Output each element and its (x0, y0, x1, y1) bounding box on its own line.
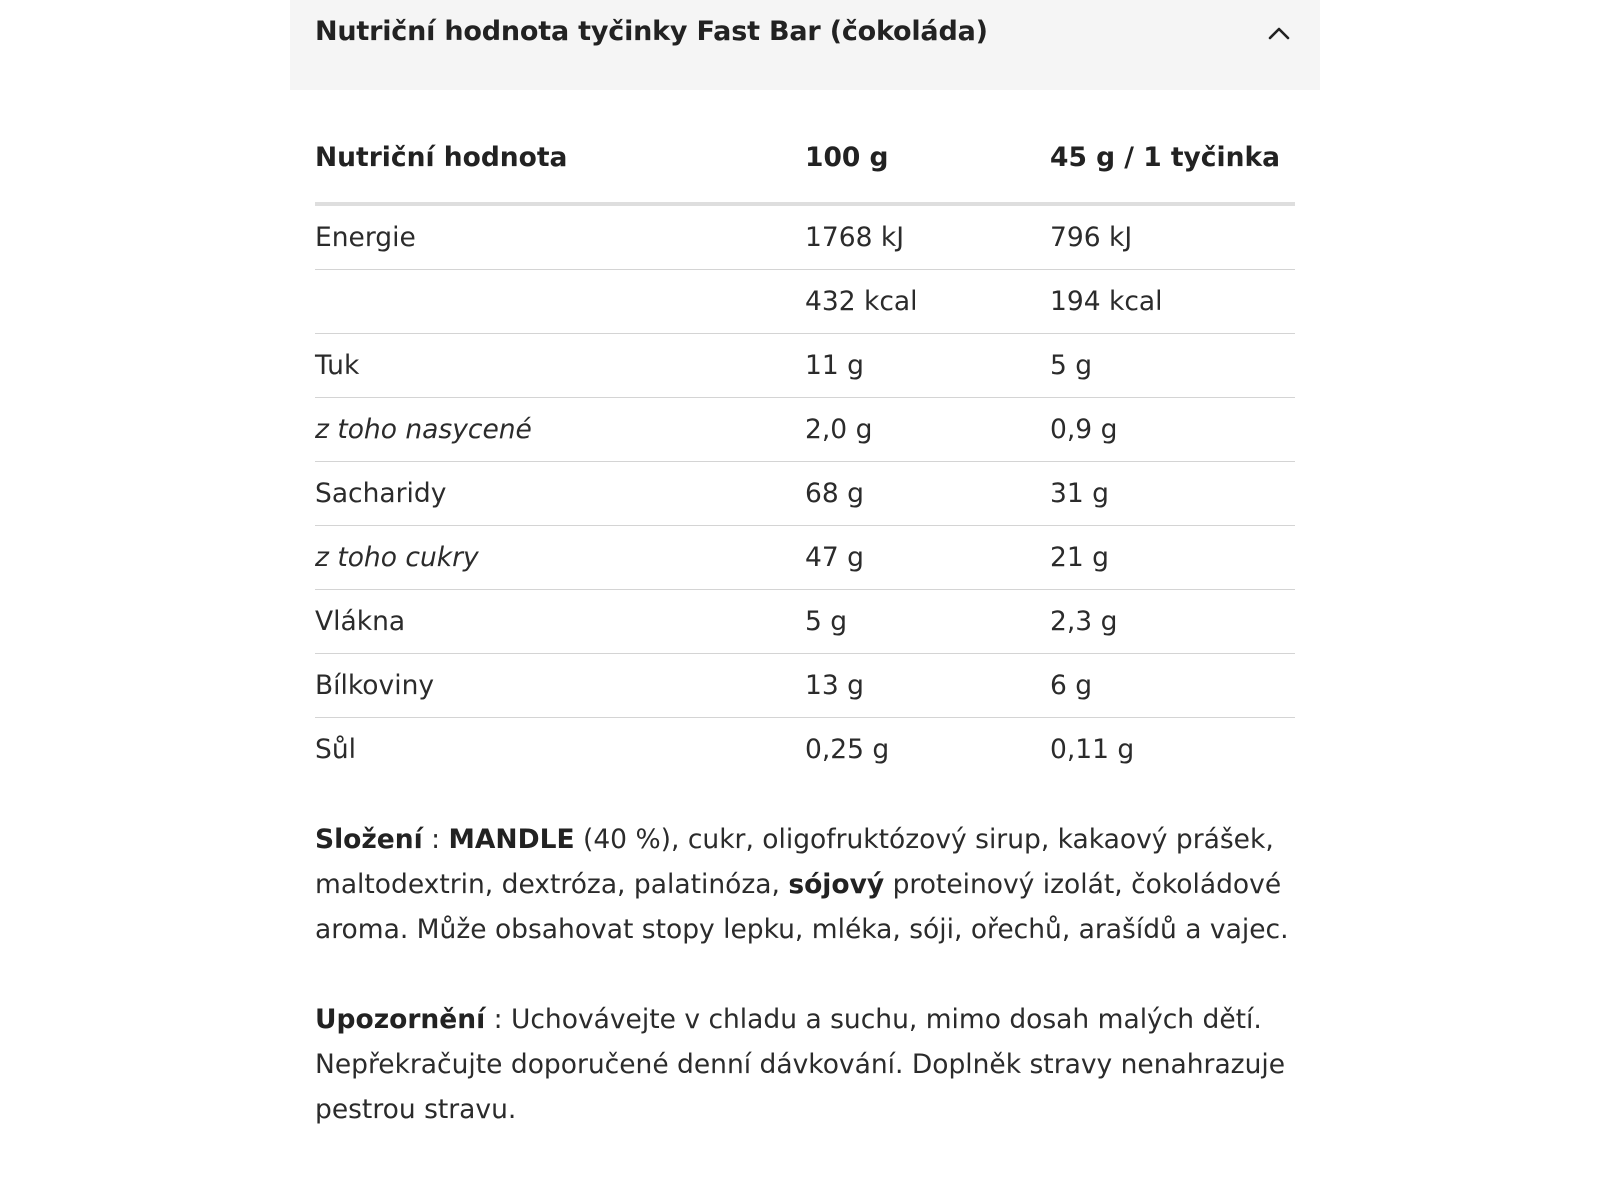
table-row (315, 718, 1295, 782)
column-header-per-bar: 45 g / 1 tyčinka (1050, 142, 1295, 204)
nutrient-label: Tuk (315, 334, 805, 398)
value-per-bar: 31 g (1050, 462, 1295, 526)
column-header-nutrient: Nutriční hodnota (315, 142, 805, 204)
nutrition-accordion (290, 0, 1320, 1132)
chevron-up-icon[interactable] (1264, 18, 1294, 48)
value-per-bar: 2,3 g (1050, 590, 1295, 654)
value-per-100g: 1768 kJ (805, 204, 1050, 270)
table-row (315, 204, 1295, 270)
value-per-100g: 13 g (805, 654, 1050, 718)
nutrient-label: z toho nasycené (315, 398, 805, 462)
value-per-bar: 0,11 g (1050, 734, 1135, 765)
column-header-100g: 100 g (805, 142, 1050, 204)
value-per-100g: 68 g (805, 462, 1050, 526)
composition-text-1: (40 %), cukr, oligofruktózový sirup, kakaový prášek, maltodextrin, dextróza, palatinóza, (315, 824, 1274, 900)
value-per-100g: 5 g (805, 590, 1050, 654)
allergen-almonds: MANDLE (448, 824, 575, 855)
composition-paragraph (315, 817, 1300, 952)
value-per-bar: 21 g (1050, 526, 1295, 590)
nutrient-label (315, 270, 805, 334)
value-per-100g: 0,25 g (805, 734, 890, 765)
accordion-header[interactable] (290, 0, 1320, 90)
table-row (315, 526, 1295, 590)
table-row (315, 590, 1295, 654)
nutrient-label: Sacharidy (315, 462, 805, 526)
value-per-100g: 432 kcal (805, 270, 1050, 334)
table-row (315, 654, 1295, 718)
value-per-100g: 47 g (805, 526, 1050, 590)
table-row (315, 462, 1295, 526)
nutrient-label: Sůl (315, 734, 356, 765)
warning-paragraph (315, 997, 1300, 1132)
value-per-bar: 6 g (1050, 654, 1295, 718)
nutrient-label: z toho cukry (315, 526, 805, 590)
table-row (315, 270, 1295, 334)
table-header-row (315, 142, 1295, 204)
value-per-100g: 2,0 g (805, 398, 1050, 462)
allergen-soy: sójový (788, 869, 885, 900)
value-per-bar: 5 g (1050, 334, 1295, 398)
nutrient-label: Vláknа (315, 590, 805, 654)
value-per-bar: 796 kJ (1050, 204, 1295, 270)
composition-separator: : (422, 824, 449, 855)
accordion-body (290, 90, 1320, 1132)
warning-label: Upozornění (315, 1004, 486, 1035)
warning-text: Uchovávejte v chladu a suchu, mimo dosah malých dětí. Nepřekračujte doporučené denní dávkování. Doplněk stravy nenahrazuje pestrou stravu. (315, 1004, 1286, 1125)
table-row (315, 334, 1295, 398)
nutrient-label: Bílkoviny (315, 654, 805, 718)
composition-text-2: proteinový izolát, čokoládové aroma. Může obsahovat stopy lepku, mléka, sóji, ořechů, arašídů a vajec. (315, 869, 1289, 945)
value-per-bar: 0,9 g (1050, 398, 1295, 462)
nutrition-table (315, 142, 1295, 781)
value-per-100g: 11 g (805, 334, 1050, 398)
composition-label: Složení (315, 824, 423, 855)
value-per-bar: 194 kcal (1050, 270, 1295, 334)
table-row (315, 398, 1295, 462)
accordion-title: Nutriční hodnota tyčinky Fast Bar (čokoláda) (315, 16, 988, 47)
warning-separator: : (485, 1004, 511, 1035)
nutrient-label: Energie (315, 204, 805, 270)
